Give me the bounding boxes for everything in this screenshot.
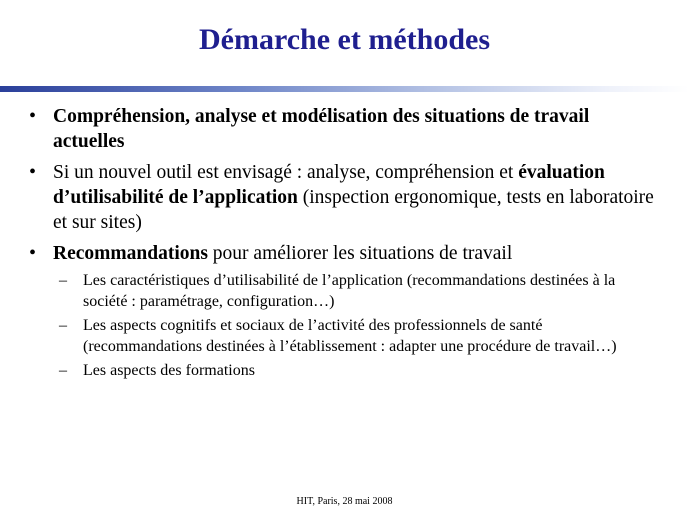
- dash-marker: –: [59, 272, 67, 289]
- bullet-marker: •: [29, 242, 37, 264]
- bullet-normal-after: (inspection ergonomique, tests en laboratoire et sur sites): [53, 187, 654, 233]
- slide-title: Démarche et méthodes: [198, 23, 491, 56]
- bullet-item: [0, 160, 689, 235]
- bullet-text: [53, 241, 663, 266]
- bullet-bold: Recommandations: [53, 243, 208, 264]
- sub-bullet-item: [0, 270, 689, 312]
- slide-body: [0, 104, 689, 381]
- bullet-text: [53, 104, 663, 154]
- sub-bullet-text: Les aspects des formations: [83, 362, 255, 379]
- bullet-text: [53, 160, 663, 235]
- dash-marker: –: [59, 362, 67, 379]
- slide-footer: HIT, Paris, 28 mai 2008: [296, 496, 393, 507]
- bullet-item: [0, 241, 689, 266]
- sub-bullet-text: Les aspects cognitifs et sociaux de l’activité des professionnels de santé (recommandations destinées à l’établissement : adapter une procédure de travail…): [83, 317, 617, 355]
- bullet-item: [0, 104, 689, 154]
- bullet-normal-after: pour améliorer les situations de travail: [207, 243, 513, 264]
- sub-bullet-text: Les caractéristiques d’utilisabilité de l’application (recommandations destinées à la société : paramétrage, configuration…): [83, 272, 616, 310]
- bullet-bold: évaluation d’utilisabilité de l’application: [53, 162, 605, 208]
- title-divider: [0, 86, 689, 92]
- sub-bullet-item: [0, 315, 689, 357]
- bullet-marker: •: [29, 105, 37, 127]
- dash-marker: –: [59, 317, 67, 334]
- bullet-marker: •: [29, 161, 37, 183]
- bullet-normal-before: Si un nouvel outil est envisagé : analyse, compréhension et: [53, 162, 519, 183]
- sub-bullet-item: [0, 360, 689, 381]
- bullet-bold: Compréhension, analyse et modélisation des situations de travail actuelles: [53, 106, 590, 152]
